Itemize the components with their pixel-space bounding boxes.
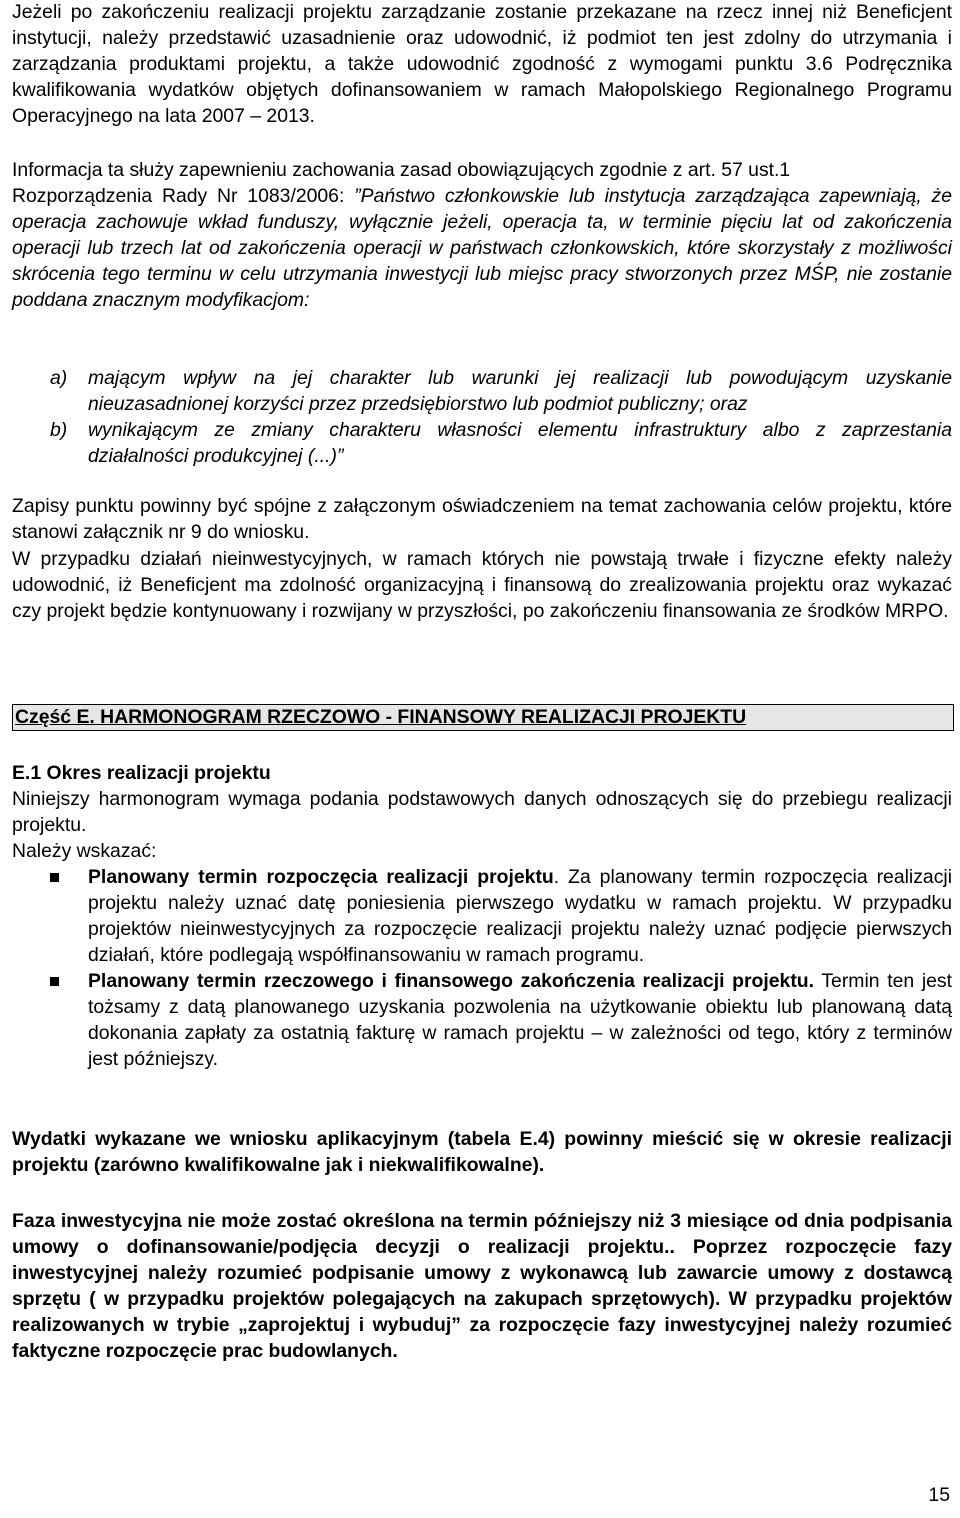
- paragraph-regulation: [12, 183, 952, 313]
- bullet-bold-text: Planowany termin rozpoczęcia realizacji projektu: [88, 866, 554, 888]
- list-item: [12, 417, 952, 469]
- page-number: 15: [928, 1484, 950, 1506]
- section-heading: [12, 704, 954, 731]
- bullet-list: [12, 864, 952, 1072]
- list-item: [12, 365, 952, 417]
- bullet-item: [12, 968, 952, 1072]
- regulation-quote: ”Państwo członkowskie lub instytucja zarządzająca zapewniają, że operacja zachowuje wkład funduszy, wyłącznie jeżeli, operacja ta, w terminie pięciu lat od zakończenia operacji lub trzech lat od zakończenia operacji w państwach członkowskich, które skorzystały z możliwości skrócenia tego terminu w celu utrzymania inwestycji lub miejsc pracy stworzonych przez MŚP, nie zostanie poddana znacznym modyfikacjom:: [12, 185, 953, 311]
- bullet-bold-text: Planowany termin rzeczowego i finansowego zakończenia realizacji projektu.: [88, 970, 815, 992]
- paragraph-consistency: Zapisy punktu powinny być spójne z załączonym oświadczeniem na temat zachowania celów projektu, które stanowi załącznik nr 9 do wniosku.: [12, 495, 952, 543]
- paragraph-investment-phase: Faza inwestycyjna nie może zostać określona na termin późniejszy niż 3 miesiące od dnia podpisania umowy o dofinansowanie/podjęcia decyzji o realizacji projektu.. Poprzez rozpoczęcie fazy inwestycyjnej należy rozumieć podpisanie umowy z wykonawcą lub zawarcie umowy z dostawcą sprzętu ( w przypadku projektów polegających na zakupach sprzętowych). W przypadku projektów realizowanych w trybie „zaprojektuj i wybuduj” za rozpoczęcie fazy inwestycyjnej należy rozumieć faktyczne rozpoczęcie prac budowlanych.: [12, 1210, 952, 1362]
- list-item-text: mającym wpływ na jej charakter lub warunki jej realizacji lub powodującym uzyskanie nieuzasadnionej korzyści przez przedsiębiorstwo lub podmiot publiczny; oraz: [88, 367, 952, 415]
- bullet-text: . Za planowany termin rozpoczęcia realizacji projektu należy uznać datę poniesienia pierwszego wydatku w ramach projektu. W przypadku projektów nieinwestycyjnych za rozpoczęcie realizacji projektu należy uznać podjęcie pierwszych działań, które podlegają współfinansowaniu w ramach programu.: [88, 866, 953, 966]
- section-title: Część E. HARMONOGRAM RZECZOWO - FINANSOWY REALIZACJI PROJEKTU: [15, 706, 747, 728]
- bullet-square-icon: [50, 873, 59, 882]
- paragraph-indicate: Należy wskazać:: [12, 840, 157, 862]
- regulation-reference: Rozporządzenia Rady Nr 1083/2006:: [12, 185, 355, 207]
- paragraph-schedule-intro: Niniejszy harmonogram wymaga podania podstawowych danych odnoszących się do przebiegu realizacji projektu.: [12, 788, 952, 836]
- list-item-label: a): [50, 367, 68, 389]
- bullet-square-icon: [50, 977, 59, 986]
- paragraph-non-investment: W przypadku działań nieinwestycyjnych, w ramach których nie powstają trwałe i fizyczne efekty należy udowodnić, iż Beneficjent ma zdolność organizacyjną i finansową do zrealizowania projektu oraz wykazać czy projekt będzie kontynuowany i rozwijany w przyszłości, po zakończeniu finansowania ze środków MRPO.: [12, 548, 952, 622]
- bullet-item: [12, 864, 952, 968]
- paragraph-transfer-management: Jeżeli po zakończeniu realizacji projektu zarządzanie zostanie przekazane na rzecz innej niż Beneficjent instytucji, należy przedstawić uzasadnienie oraz udowodnić, iż podmiot ten jest zdolny do utrzymania i zarządzania produktami projektu, a także udowodnić zgodność z wymogami punktu 3.6 Podręcznika kwalifikowania wydatków objętych dofinansowaniem w ramach Małopolskiego Regionalnego Programu Operacyjnego na lata 2007 – 2013.: [12, 1, 952, 127]
- list-item-text: wynikającym ze zmiany charakteru własności elementu infrastruktury albo z zaprzestania działalności produkcyjnej (...)”: [88, 419, 952, 467]
- bullet-text: Termin ten jest tożsamy z datą planowanego uzyskania pozwolenia na użytkowanie obiektu lub planowaną datą dokonania zapłaty za ostatnią fakturę w ramach projektu – w zależności od tego, który z terminów jest późniejszy.: [88, 970, 952, 1070]
- paragraph-expenses: Wydatki wykazane we wniosku aplikacyjnym (tabela E.4) powinny mieścić się w okresie realizacji projektu (zarówno kwalifikowalne jak i niekwalifikowalne).: [12, 1128, 952, 1176]
- list-item-label: b): [50, 419, 68, 441]
- subsection-heading: E.1 Okres realizacji projektu: [12, 762, 271, 784]
- quote-list: [12, 365, 952, 469]
- paragraph-information: Informacja ta służy zapewnieniu zachowania zasad obowiązujących zgodnie z art. 57 ust.1: [12, 159, 791, 181]
